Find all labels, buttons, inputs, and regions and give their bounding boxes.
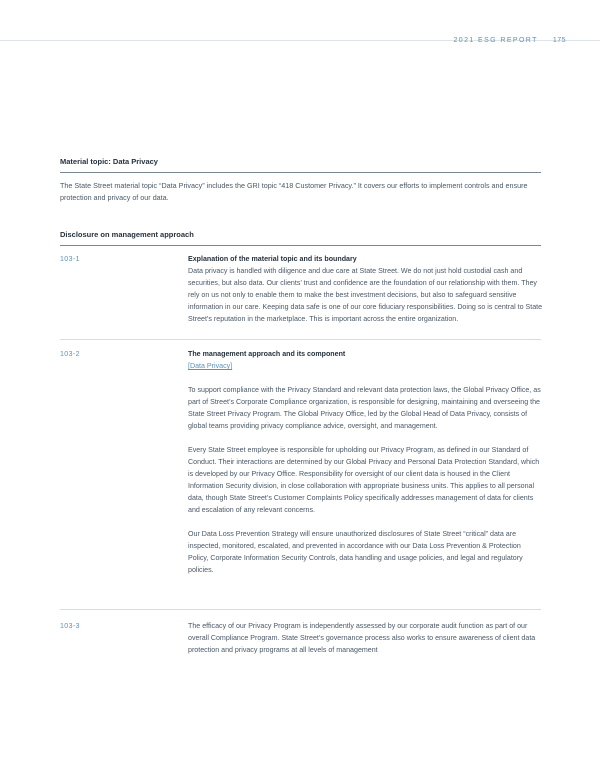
page-header: [454, 37, 566, 44]
row-code-103-3: 103-3: [60, 623, 80, 630]
row-paragraph: To support compliance with the Privacy Standard and relevant data protection laws, the Global Privacy Office, as part of Street’s Corporate Compliance organization, is responsible for designing, maintaining and overseeing the State Street Privacy Program. The Global Privacy Office, led by the Global Head of Data Privacy, consists of global teams providing privacy compliance advice, oversight, and management.: [188, 386, 541, 430]
row-code-103-1: 103-1: [60, 256, 80, 263]
page-number: 175: [552, 37, 566, 44]
section-title: Material topic: Data Privacy: [60, 157, 158, 166]
disclosure-divider: [60, 245, 541, 246]
disclosure-heading: Disclosure on management approach: [60, 230, 194, 239]
row-heading: Explanation of the material topic and its boundary: [188, 255, 357, 263]
row-content-103-3: [188, 620, 543, 656]
row-divider: [60, 609, 541, 610]
row-code-103-2: 103-2: [60, 351, 80, 358]
report-title: 2021 ESG REPORT: [453, 37, 538, 44]
row-paragraph: Our Data Loss Prevention Strategy will ensure unauthorized disclosures of State Street “critical” data are inspected, monitored, escalated, and prevented in accordance with our Data Loss Prevention & Protection Policy, Corporate Information Security Controls, data handling and usage policies, and legal and regulatory policies.: [188, 530, 523, 574]
row-content-103-2: [188, 348, 543, 576]
data-privacy-link[interactable]: [Data Privacy]: [188, 362, 233, 370]
section-intro: The State Street material topic “Data Privacy” includes the GRI topic “418 Customer Privacy.” It covers our efforts to implement controls and ensure protection and privacy of our data.: [60, 181, 528, 202]
row-divider: [60, 339, 541, 340]
row-heading: The management approach and its component: [188, 350, 346, 358]
row-paragraph: The efficacy of our Privacy Program is independently assessed by our corporate audit function as part of our overall Compliance Program. State Street’s governance process also works to ensure awareness of client data protection and privacy programs at all levels of management: [188, 622, 536, 654]
row-content-103-1: [188, 253, 543, 325]
section-title-divider: [60, 172, 541, 173]
row-paragraph: Data privacy is handled with diligence and due care at State Street. We do not just hold custodial cash and securities, but also data. Our clients’ trust and confidence are the foundation of our relationship with them. They rely on us not only to enable them to make the best investment decisions, but also to safeguard sensitive information in our care. Keeping data safe is one of our core fiduciary responsibilities. Doing so is central to State Street’s reputation in the marketplace. This is important across the entire organization.: [188, 267, 543, 323]
row-paragraph: Every State Street employee is responsible for upholding our Privacy Program, as defined in our Standard of Conduct. Their interactions are determined by our Global Privacy and Personal Data Protection Standard, which is developed by our Privacy Office. Responsibility for oversight of our client data is housed in the Client Information Security division, in close collaboration with appropriate business units. This applies to all personal data, though State Street’s Customer Complaints Policy specifically addresses management of data for clients and escalation of any relevant concerns.: [188, 446, 540, 514]
